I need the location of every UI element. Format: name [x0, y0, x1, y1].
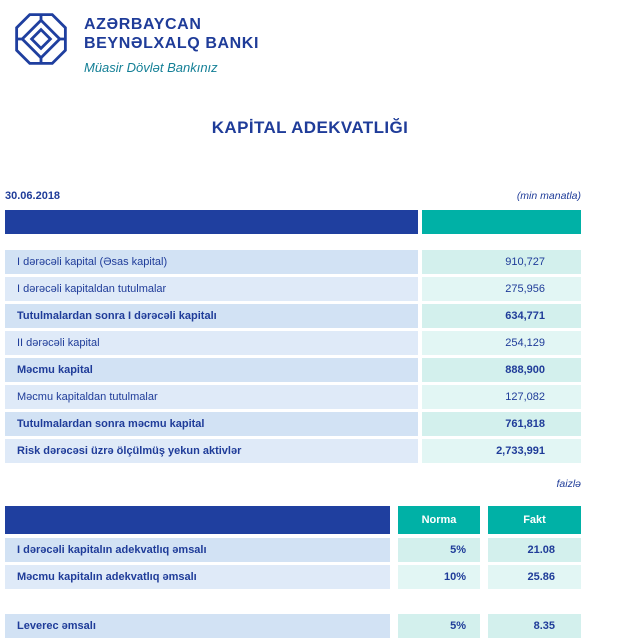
row-fakt: 8.35 [488, 614, 581, 638]
unit-note: (min manatla) [516, 190, 581, 202]
row-value: 254,129 [422, 331, 581, 355]
header-cell-fakt: Fakt [488, 506, 581, 534]
header-cell-label [5, 210, 418, 234]
table-row [5, 412, 581, 436]
bank-text-block [84, 8, 259, 75]
row-label: Risk dərəcəsi üzrə ölçülmüş yekun aktivlər [5, 439, 418, 463]
row-norma: 10% [398, 565, 480, 589]
capital-table [5, 210, 581, 466]
meta-row [5, 190, 581, 202]
row-norma: 5% [398, 538, 480, 562]
row-value: 275,956 [422, 277, 581, 301]
row-label: I dərəcəli kapital (Əsas kapital) [5, 250, 418, 274]
row-value: 888,900 [422, 358, 581, 382]
bank-header [10, 8, 259, 75]
page-title: KAPİTAL ADEKVATLIĞI [211, 118, 409, 137]
table-row [5, 565, 581, 589]
row-label: Tutulmalardan sonra məcmu kapital [5, 412, 418, 436]
report-date: 30.06.2018 [5, 190, 61, 202]
table-row [5, 614, 581, 638]
row-fakt: 21.08 [488, 538, 581, 562]
bank-slogan: Müasir Dövlət Bankınız [84, 60, 218, 75]
table-row [5, 439, 581, 463]
row-value: 761,818 [422, 412, 581, 436]
row-value: 634,771 [422, 304, 581, 328]
row-norma: 5% [398, 614, 480, 638]
row-value: 2,733,991 [422, 439, 581, 463]
header-cell-label [5, 506, 390, 534]
bank-logo-icon [10, 8, 72, 70]
header-cell-value [422, 210, 581, 234]
row-label: Məcmu kapital [5, 358, 418, 382]
row-label: I dərəcəli kapitalın adekvatlıq əmsalı [5, 538, 390, 562]
capital-table-header [5, 210, 581, 246]
bank-name-line1: AZƏRBAYCAN [84, 16, 202, 33]
row-label: II dərəcəli kapital [5, 331, 418, 355]
percent-unit-note: faizlə [556, 478, 581, 490]
bank-name [84, 15, 259, 53]
row-value: 910,727 [422, 250, 581, 274]
row-fakt: 25.86 [488, 565, 581, 589]
row-label: Tutulmalardan sonra I dərəcəli kapitalı [5, 304, 418, 328]
row-value: 127,082 [422, 385, 581, 409]
row-label: Məcmu kapitaldan tutulmalar [5, 385, 418, 409]
row-label: Leverec əmsalı [5, 614, 390, 638]
row-label: I dərəcəli kapitaldan tutulmalar [5, 277, 418, 301]
ratio-table [5, 506, 581, 640]
row-label: Məcmu kapitalın adekvatlıq əmsalı [5, 565, 390, 589]
table-row [5, 250, 581, 274]
ratio-table-header [5, 506, 581, 534]
bank-name-line2: BEYNƏLXALQ BANKI [84, 35, 259, 52]
header-cell-norma: Norma [398, 506, 480, 534]
table-row [5, 304, 581, 328]
table-row [5, 538, 581, 562]
table-row [5, 331, 581, 355]
table-row [5, 385, 581, 409]
table-row [5, 358, 581, 382]
table-row [5, 277, 581, 301]
